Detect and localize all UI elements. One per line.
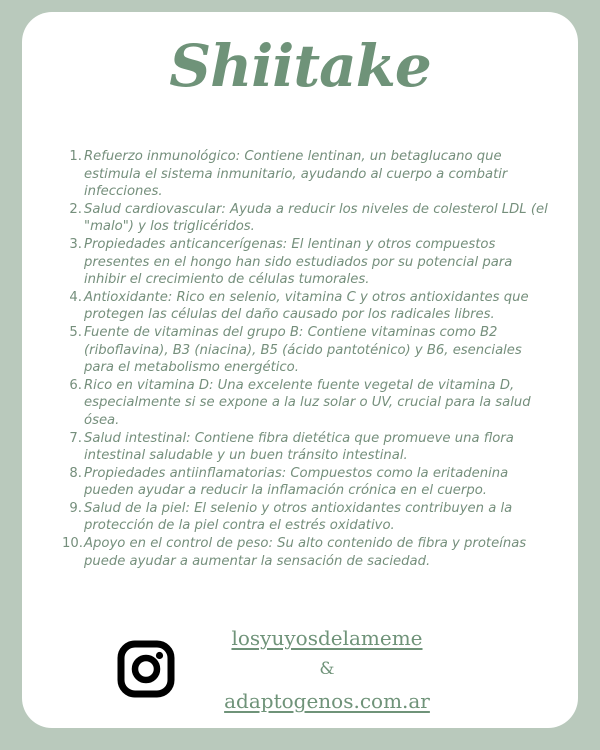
content-card [22,12,578,728]
footer-links [172,626,482,713]
item-text: Antioxidante: Rico en selenio, vitamina C y otros antioxidantes que protegen las células del daño causado por los radicales libres. [84,289,529,323]
item-number: 9. [69,500,82,516]
ampersand: & [319,659,335,679]
list-item [62,377,552,430]
item-text: Apoyo en el control de peso: Su alto contenido de fibra y proteínas puede ayudar a aumentar la sensación de saciedad. [84,536,527,569]
item-text: Salud cardiovascular: Ayuda a reducir los niveles de colesterol LDL (el "malo") y los triglicéridos. [84,201,548,235]
item-text: Fuente de vitaminas del grupo B: Contiene vitaminas como B2 (riboflavina), B3 (niacina), B5 (ácido pantoténico) y B6, esenciales para el metabolismo energético. [84,324,522,376]
list-item [62,324,552,377]
item-text: Refuerzo inmunológico: Contiene lentinan, un betaglucano que estimula el sistema inmunitario, ayudando al cuerpo a combatir infecciones. [84,149,508,200]
item-text: Propiedades antiinflamatorias: Compuestos como la eritadenina pueden ayudar a reducir la inflamación crónica en el cuerpo. [84,465,509,499]
item-number: 3. [69,236,82,252]
benefits-list [62,148,552,570]
page-title: Shiitake [169,32,431,100]
item-number: 4. [69,289,82,305]
list-item [62,535,552,570]
list-item [62,500,552,535]
item-number: 10. [62,536,83,552]
item-text: Salud de la piel: El selenio y otros antioxidantes contribuyen a la protección de la piel contra el estrés oxidativo. [84,500,513,534]
instagram-handle-link[interactable]: losyuyosdelameme [231,626,423,650]
item-text: Rico en vitamina D: Una excelente fuente vegetal de vitamina D, especialmente si se expone a la luz solar o UV, crucial para la salud ósea. [84,377,531,428]
item-text: Salud intestinal: Contiene fibra dietética que promueve una flora intestinal saludable y un buen tránsito intestinal. [84,430,514,464]
list-item [62,236,552,289]
list-item [62,201,552,236]
list-item [62,148,552,201]
item-text: Propiedades anticancerígenas: El lentinan y otros compuestos presentes en el hongo han sido estudiados por su potencial para inhibir el crecimiento de células tumorales. [84,236,513,288]
list-item [62,289,552,324]
item-number: 7. [69,430,82,446]
website-link[interactable]: adaptogenos.com.ar [224,689,430,713]
item-number: 6. [69,377,82,393]
list-item [62,430,552,465]
instagram-icon[interactable] [117,640,175,698]
item-number: 8. [69,465,82,481]
list-item [62,465,552,500]
item-number: 1. [69,149,82,164]
item-number: 5. [69,324,82,340]
item-number: 2. [69,201,82,217]
